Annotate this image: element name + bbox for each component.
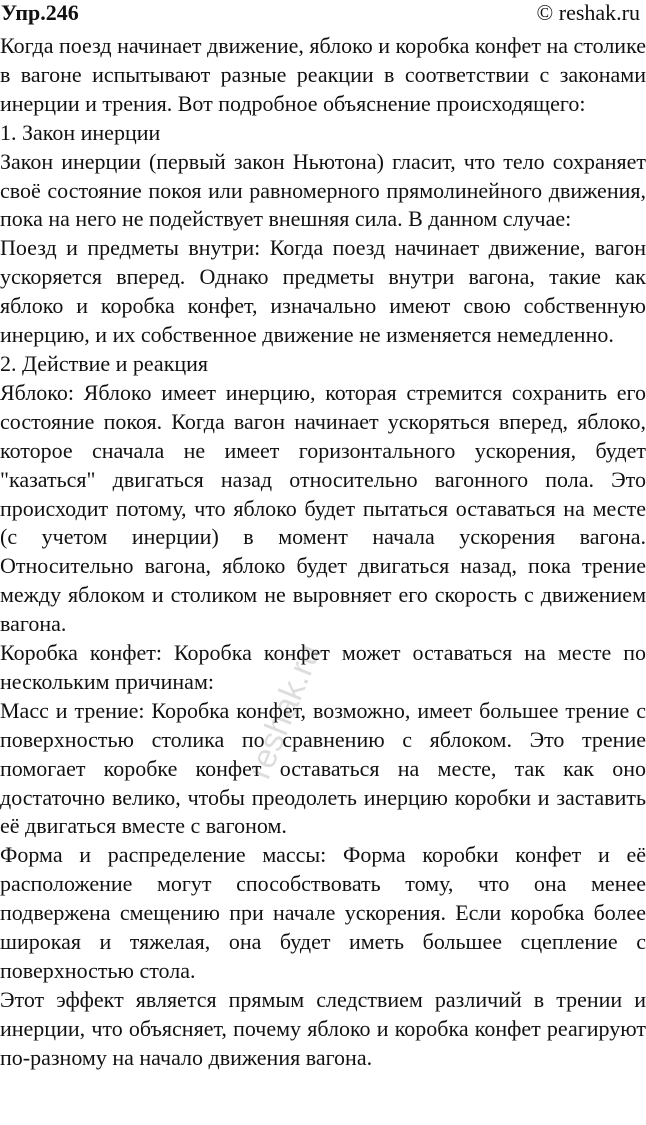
watermark: reshak.ru <box>240 638 329 785</box>
header-bar <box>0 0 646 28</box>
shape-mass-paragraph: Форма и распределение массы: Форма коробки конфет и её расположение могут способствовать тому, что она менее подвержена смещению при начале ускорения. Если коробка более широкая и тяжелая, она будет иметь большее сцепление с поверхностью стола. <box>0 842 646 983</box>
apple-paragraph: Яблоко: Яблоко имеет инерцию, которая стремится сохранить его состояние покоя. Когда вагон начинает ускоряться вперед, яблоко, которое сначала не имеет горизонтального ускорения, будет "казаться" двигаться назад относительно вагонного пола. Это происходит потому, что яблоко будет пытаться оставаться на месте (с учетом инерции) в момент начала ускорения вагона. Относительно вагона, яблоко будет двигаться назад, пока трение между яблоком и столиком не выровняет его скорость с движением вагона. <box>0 379 646 637</box>
mass-friction-paragraph: Масс и трение: Коробка конфет, возможно, имеет большее трение с поверхностью столика по сравнению с яблоком. Это трение помогает коробке конфет оставаться на месте, так как оно достаточно велико, чтобы преодолеть инерцию коробки и заставить её двигаться вместе с вагоном. <box>0 697 646 839</box>
inertia-law-paragraph: Закон инерции (первый закон Ньютона) гласит, что тело сохраняет своё состояние покоя или равномерного прямолинейного движения, пока на него не подействует внешняя сила. В данном случае: <box>0 148 646 232</box>
exercise-label: Упр.246 <box>1 0 79 25</box>
section-heading-action-reaction: 2. Действие и реакция <box>0 350 209 376</box>
conclusion-paragraph: Этот эффект является прямым следствием различий в трении и инерции, что объясняет, почему яблоко и коробка конфет реагируют по-разному на начало движения вагона. <box>0 986 646 1070</box>
site-copyright: © reshak.ru <box>536 0 640 25</box>
section-heading-inertia: 1. Закон инерции <box>0 119 161 145</box>
answer-text <box>0 32 646 1073</box>
train-objects-paragraph: Поезд и предметы внутри: Когда поезд начинает движение, вагон ускоряется вперед. Однако предметы внутри вагона, такие как яблоко и коробка конфет, изначально имеют свою собственную инерцию, и их собственное движение не изменяется немедленно. <box>0 235 646 348</box>
intro-paragraph: Когда поезд начинает движение, яблоко и коробка конфет на столике в вагоне испытывают разные реакции в соответствии с законами инерции и трения. Вот подробное объяснение происходящего: <box>0 33 646 116</box>
candy-box-paragraph: Коробка конфет: Коробка конфет может оставаться на месте по нескольким причинам: <box>0 640 646 694</box>
